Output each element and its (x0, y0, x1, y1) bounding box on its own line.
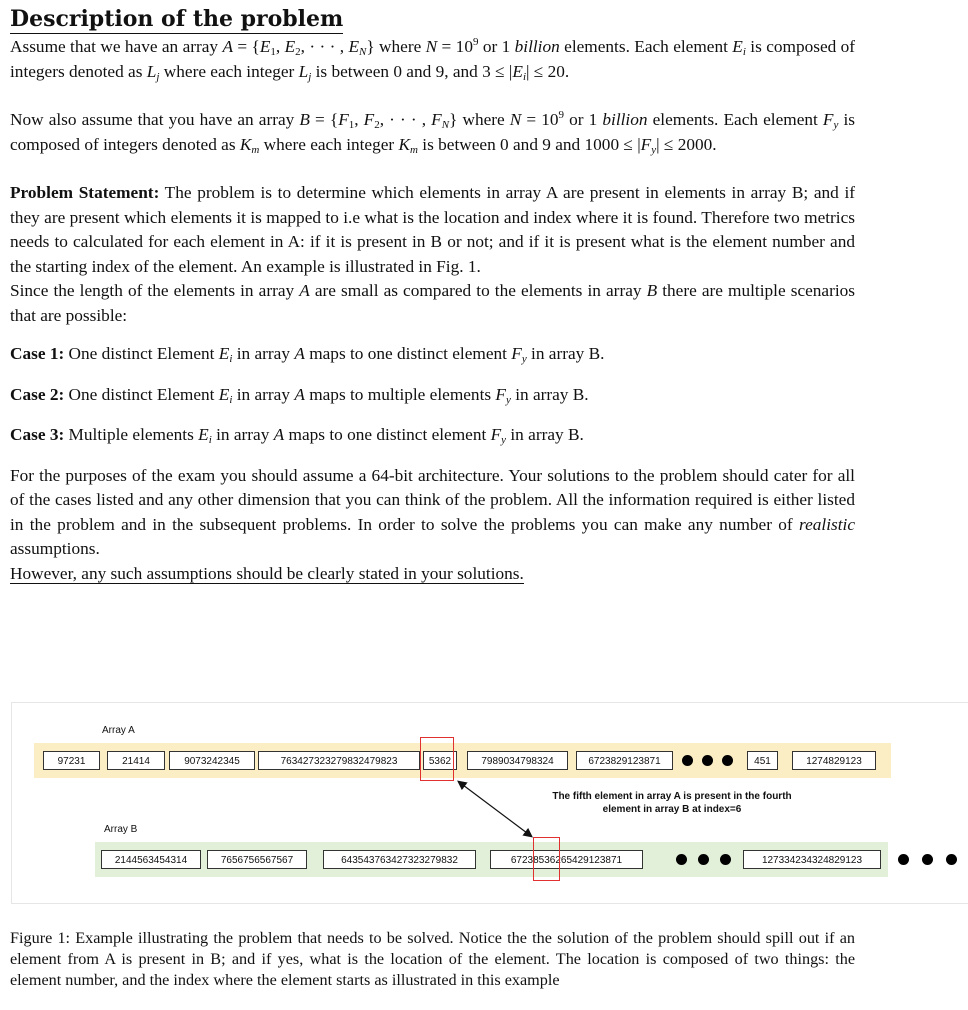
case-3: Case 3: Multiple elements $E_i$ in array A maps to one distinct element $F_y$ in array B. (10, 425, 584, 446)
ellipsis-dot (698, 854, 709, 865)
array-a-element: 451 (747, 751, 778, 770)
paragraph-array-b: Now also assume that you have an array $B = \{F_1$, $F_2$, · · · , $F_N$} where $N = 10^9$ or 1 billion elements. Each element $F_y$ is composed of integers denoted as $K_m$ where each integer $K_m$ is between 0 and 9 and $1000 \le |F_y| \le 2000$. (10, 109, 856, 156)
problem-statement: Problem Statement: The problem is to determine which elements in array A are present in elements in array B; and if they are present which elements it is mapped to i.e what is the location and index where it is found. Therefore two metrics needs to calculated for each element in A: if it is present in B or not; and if it is present what is the element number and the starting index of the element. An example is illustrated in Fig. 1. Since the length of the elements in array A are small as compared to the elements in array B there are multiple scenarios that are possible: (10, 183, 856, 325)
array-a-element: 7989034798324 (467, 751, 568, 770)
ellipsis-dot (676, 854, 687, 865)
array-a-element: 763427323279832479823 (258, 751, 420, 770)
ellipsis-dot (946, 854, 957, 865)
case-2: Case 2: One distinct Element $E_i$ in array A maps to multiple elements $F_y$ in array B. (10, 384, 589, 406)
array-b-element: 7656756567567 (207, 850, 307, 869)
figure-caption: Figure 1: Example illustrating the problem that needs to be solved. Notice the the solution of the problem should spill out if an element from A is present in B; and if yes, what is the location of the element. The location is composed of two things: the element number, and the index where the element starts as illustrated in this example (10, 929, 855, 989)
array-a-label: Array A (102, 725, 135, 736)
array-a-element: 1274829123 (792, 751, 876, 770)
array-b-element: 127334234324829123 (743, 850, 881, 869)
problem-description (10, 6, 855, 586)
exam-instructions: For the purposes of the exam you should assume a 64-bit architecture. Your solutions to the problem should cater for all of the cases listed and any other dimension that you can think of the problem. All the information required is either listed in the problem and in the subsequent problems. In order to solve the problems you can make any number of realistic assumptions. However, any such assumptions should be clearly stated in your solutions. (10, 465, 855, 583)
ellipsis-dot (898, 854, 909, 865)
mapping-note: The fifth element in array A is present in the fourth element in array B at index=6 (552, 791, 792, 815)
array-b-label: Array B (104, 824, 138, 835)
array-a-element: 9073242345 (169, 751, 255, 770)
assumptions-note: However, any such assumptions should be clearly stated in your solutions. (10, 563, 524, 583)
paragraph-array-a: Assume that we have an array $A = \{E_1$, $E_2$, · · · , $E_N$} where $N = 10^9$ or 1 billion elements. Each element $E_i$ is composed of integers denoted as $L_j$ where each integer $L_j$ is between 0 and 9, and $3 \le |E_i| \le 20$. (10, 36, 856, 83)
array-b-element-highlighted: 67238536265429123871 (490, 850, 643, 869)
section-heading: Description of the problem (10, 6, 344, 32)
ellipsis-dot (720, 854, 731, 865)
array-a-element-highlighted: 5362 (423, 751, 457, 770)
array-b-element: 643543763427323279832 (323, 850, 476, 869)
highlight-box-b (533, 837, 560, 881)
array-b-element: 2144563454314 (101, 850, 201, 869)
figure-1 (11, 702, 968, 904)
ellipsis-dot (922, 854, 933, 865)
array-a-element: 97231 (43, 751, 100, 770)
array-a-element: 21414 (107, 751, 165, 770)
array-a-element: 6723829123871 (576, 751, 673, 770)
case-1: Case 1: One distinct Element $E_i$ in array A maps to one distinct element $F_y$ in array B. (10, 344, 605, 365)
